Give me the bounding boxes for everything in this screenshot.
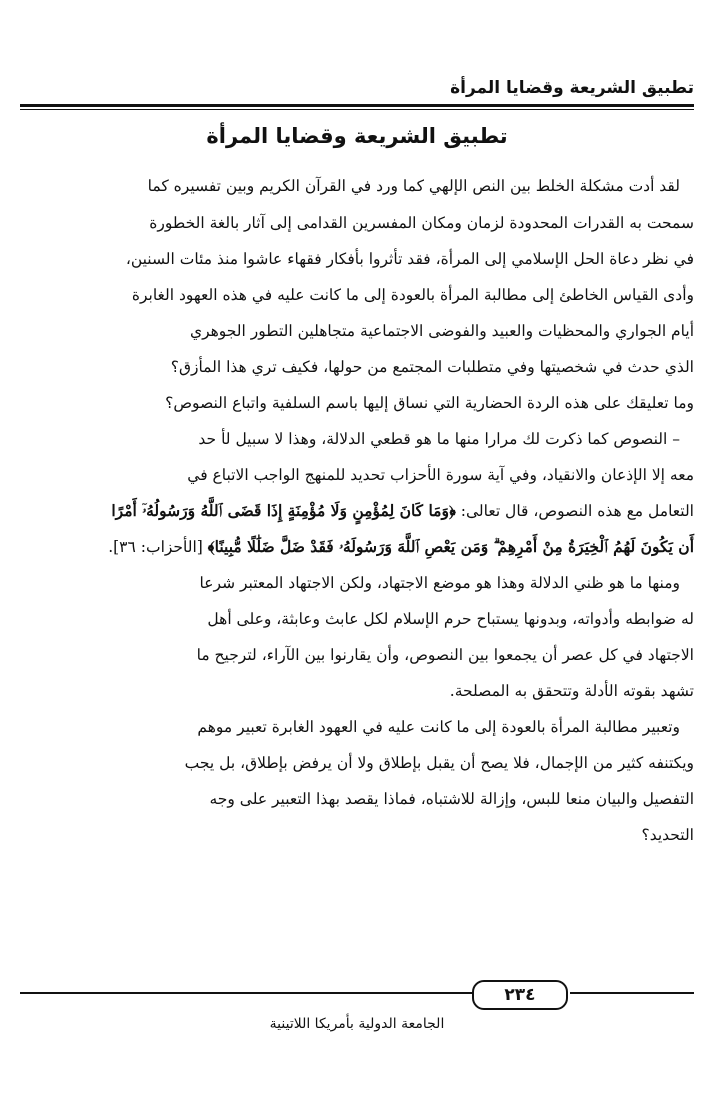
text-line: سمحت به القدرات المحدودة لزمان ومكان المفسرين القدامى إلى آثار بالغة الخطورة xyxy=(149,214,694,232)
verse-reference: [الأحزاب: ٣٦]. xyxy=(108,538,208,556)
text-line: أيام الجواري والمحظيات والعبيد والفوضى الاجتماعية متجاهلين التطور الجوهري xyxy=(189,322,694,340)
text-line-with-quran xyxy=(20,493,694,529)
text-line-with-quran xyxy=(20,529,694,565)
footer-rule-right xyxy=(570,992,694,994)
running-head: تطبيق الشريعة وقضايا المرأة xyxy=(450,78,694,98)
quran-verse: ﴿وَمَا كَانَ لِمُؤْمِنٍ وَلَا مُؤْمِنَةٍ إِذَا قَضَى ٱللَّهُ وَرَسُولُهُۥٓ أَمْرًا xyxy=(111,501,456,520)
text-line: التحديد؟ xyxy=(641,826,694,844)
header-rule-thick xyxy=(20,104,694,107)
text-line: الذي حدث في شخصيتها وفي متطلبات المجتمع من حولها، فكيف تري هذا المأزق؟ xyxy=(170,358,694,376)
text-line: التفصيل والبيان منعا للبس، وإزالة للاشتباه، فماذا يقصد بهذا التعبير على وجه xyxy=(209,790,694,808)
publisher-name: الجامعة الدولية بأمريكا اللاتينية xyxy=(269,1016,445,1032)
body-text xyxy=(20,168,694,853)
page-number-frame xyxy=(472,980,568,1010)
text-span: التعامل مع هذه النصوص، قال تعالى: xyxy=(455,502,694,520)
text-line: لقد أدت مشكلة الخلط بين النص الإلهي كما ورد في القرآن الكريم وبين تفسيره كما xyxy=(147,177,680,195)
text-line: وأدى القياس الخاطئ إلى مطالبة المرأة بالعودة إلى ما كانت عليه في هذه العهود الغابرة xyxy=(131,286,694,304)
text-line: وما تعليقك على هذه الردة الحضارية التي نساق إليها باسم السلفية واتباع النصوص؟ xyxy=(165,394,694,412)
header-rule-thin xyxy=(20,109,694,110)
text-line: تشهد بقوته الأدلة وتتحقق به المصلحة. xyxy=(449,682,694,700)
page-title: تطبيق الشريعة وقضايا المرأة xyxy=(206,124,508,148)
text-line: له ضوابطه وأدواته، وبدونها يستباح حرم الإسلام لكل عابث وعابثة، وعلى أهل xyxy=(207,610,694,628)
text-line: – النصوص كما ذكرت لك مرارا منها ما هو قطعي الدلالة، وهذا لا سبيل لأ حد xyxy=(198,430,680,448)
footer-rule-left xyxy=(20,992,520,994)
text-line: ومنها ما هو ظني الدلالة وهذا هو موضع الاجتهاد، ولكن الاجتهاد المعتبر شرعا xyxy=(199,574,680,592)
text-line: الاجتهاد في كل عصر أن يجمعوا بين النصوص، وأن يقارنوا بين الآراء، لترجيح ما xyxy=(196,646,694,664)
text-line: ويكتنفه كثير من الإجمال، فلا يصح أن يقبل بإطلاق ولا أن يرفض بإطلاق، بل يجب xyxy=(184,754,694,772)
text-line: وتعبير مطالبة المرأة بالعودة إلى ما كانت عليه في العهود الغابرة تعبير موهم xyxy=(197,718,680,736)
quran-verse: أَن يَكُونَ لَهُمُ ٱلْخِيَرَةُ مِنْ أَمْرِهِمْ ۗ وَمَن يَعْصِ ٱللَّهَ وَرَسُولَهُۥ فَقَدْ ضَلَّ ضَلَٰلًا مُّبِينًا﴾ xyxy=(207,537,694,556)
text-line: معه إلا الإذعان والانقياد، وفي آية سورة الأحزاب تحديد للمنهج الواجب الاتباع في xyxy=(187,466,694,484)
page-number: ٢٣٤ xyxy=(504,985,536,1005)
text-line: في نظر دعاة الحل الإسلامي إلى المرأة، فقد تأثروا بأفكار فقهاء عاشوا منذ مئات السنين، xyxy=(125,250,694,268)
